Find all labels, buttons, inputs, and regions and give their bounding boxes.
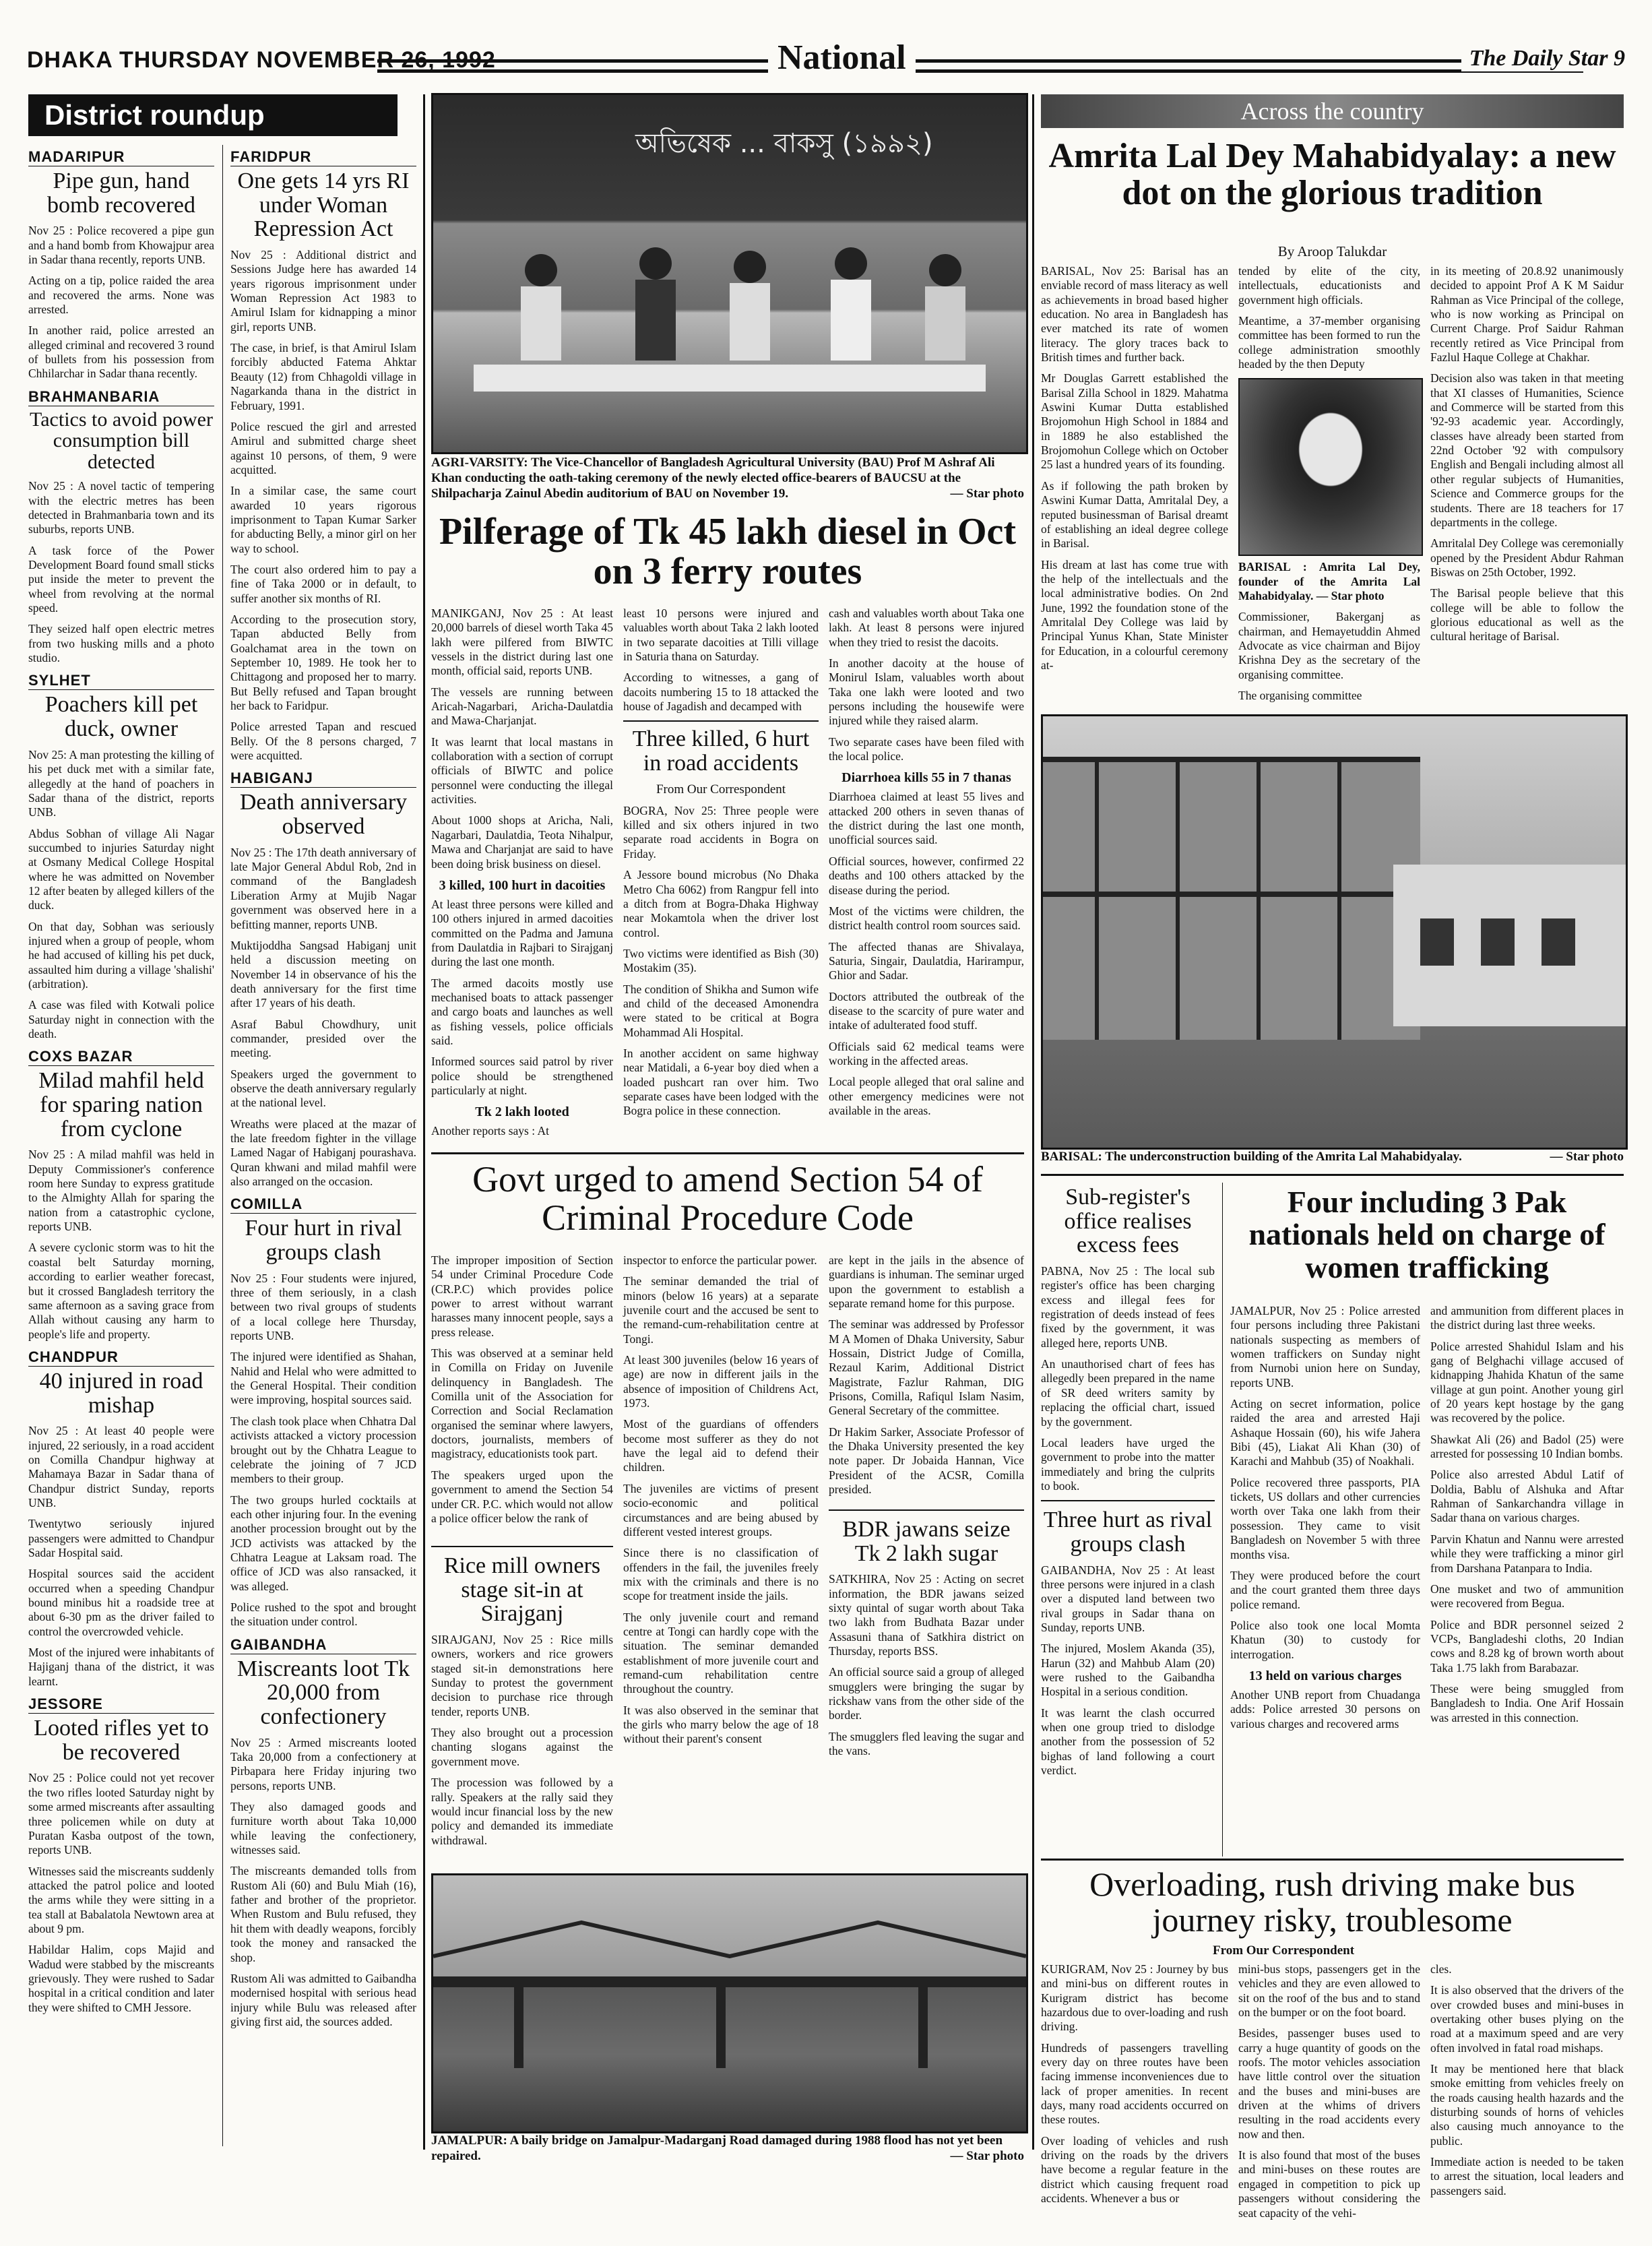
comilla-para: Nov 25 : Four students were injured, three of them seriously, in a clash between two rival groups of students of a local college here Thursday, reports UNB. (230, 1271, 416, 1343)
pilferage-para: It was learnt that local mastans in collaboration with a section of corrupt officials of BIWTC and police personnel were conducting the illegal activities. (431, 735, 613, 807)
gaibandha-headline: Miscreants loot Tk 20,000 from confectionery (236, 1656, 410, 1729)
pilferage-para: cash and valuables worth about Taka one lakh. At least 8 persons were injured when they tried to resist the dacoits. (829, 606, 1024, 649)
place-coxs-bazar: COXS BAZAR (28, 1048, 214, 1066)
story-rule (1041, 1500, 1215, 1501)
amrita-building-photo (1041, 714, 1628, 1150)
habiganj-para: Speakers urged the government to observe the death anniversary regularly at the national level. (230, 1067, 416, 1110)
pilferage-para: The vessels are running between Aricah-Nagarbari, Aricha-Daulatdia and Mawa-Charjanjat. (431, 685, 613, 728)
bus-para: cles. (1430, 1962, 1452, 1976)
comilla-headline: Four hurt in rival groups clash (245, 1216, 402, 1266)
chandpur-headline: 40 injured in road mishap (39, 1368, 203, 1418)
pak-para: Parvin Khatun and Nannu were arrested while they were trafficking a minor girl from Darshana Patanpara to India. (1430, 1532, 1624, 1575)
brahmanbaria-para: A task force of the Power Development Board found small sticks put inside the meter to prevent the wheel from revolving at the normal speed. (28, 543, 214, 615)
building-photo-caption (1041, 1150, 1624, 1165)
habiganj-para: Wreaths were placed at the mazar of the late freedom fighter in the village Lamed Nagar of Habiganj pourashava. Quran khwani and milad mahfil were also arranged on the occasion. (230, 1117, 416, 1188)
bus-para: It is also observed that the drivers of the over crowded buses and mini-buses in overtaking other buses plying on the road at a maximum speed and are very often involved in fatal road mishaps. (1430, 1983, 1624, 2055)
place-madaripur: MADARIPUR (28, 148, 214, 166)
jessore-para: Habildar Halim, cops Majid and Wadud were stabbed by the miscreants grievously. They were rushed to Sadar hospital in a critical condition and later they were shifted to CMH Jessore. (28, 1943, 214, 2014)
pak-column-2 (1430, 1304, 1624, 1857)
diarrhoea-para: Most of the victims were children, the district health control room sources said. (829, 904, 1024, 933)
amrita-para: The organising committee (1238, 689, 1362, 703)
pak-para: Another UNB report from Chuadanga adds: Police arrested 30 persons on various charges and recovered arms (1230, 1687, 1420, 1730)
govt-column-3 (829, 1253, 1024, 1509)
pak-para: Police and BDR personnel seized 2 VCPs, Bangladeshi cloths, 20 Indian cows and 8.28 kg of brown worth about Taka 1.75 lakh from Barabazar. (1430, 1617, 1624, 1675)
govt-para: Dr Hakim Sarker, Associate Professor of the Dhaka University presented the key note paper. Dr Jobaida Hannan, Vice President of the ACSR, Comilla presided. (829, 1425, 1024, 1497)
brahmanbaria-headline: Tactics to avoid power consumption bill detected (30, 408, 213, 473)
bdr-story (829, 1515, 1024, 1879)
looted-para: Another reports says : At (431, 1124, 549, 1138)
amrita-para: His dream at last has come true with the help of the intellectuals and the local administrative bodies. On 2nd June, 1992 the foundation stone of the Amritalal Dey College was laid by Principal Yunus Khan, State Minister for Education, in a colourful ceremony at- (1041, 557, 1228, 672)
faridpur-para: According to the prosecution story, Tapan abducted Belly from Goalchamat area in the town on September 10, 1989. He took her to Chittagong and proposed her to marry. But Belly refused and Tapan brought her back to Faridpur. (230, 612, 416, 713)
jamalpur-photo-caption (431, 2133, 1024, 2164)
amrita-para: tended by elite of the city, intellectuals, educationists and government high officials. (1238, 264, 1420, 307)
diarrhoea-para: Officials said 62 medical teams were working in the affected areas. (829, 1039, 1024, 1067)
habiganj-para: Nov 25 : The 17th death anniversary of late Major General Abdul Rob, 2nd in command of the Bangladesh Liberation Army at Mujib Nagar government was observed here in a befitting manner, reports UNB. (230, 845, 416, 931)
page-number: 9 (1614, 46, 1625, 71)
pak-para: Police arrested Shahidul Islam and his gang of Belghachi village accused of kidnapping Jhahida Khatun of the same village at gun point. Another young girl of 20 years kept hostage by the gang was recovered by the police. (1430, 1339, 1624, 1425)
faridpur-para: Nov 25 : Additional district and Sessions Judge here has awarded 14 years rigorous imprisonment under Woman Repression Act 1983 to Amirul Islam for kidnapping a minor girl, reports UNB. (230, 248, 416, 334)
comilla-para: Police rushed to the spot and brought the situation under control. (230, 1600, 416, 1629)
column-rule (1222, 1183, 1223, 1857)
masthead-rule (377, 59, 1583, 73)
building-caption-credit: — Star photo (1550, 1150, 1624, 1164)
looted-subhead: Tk 2 lakh looted (475, 1104, 569, 1120)
place-comilla: COMILLA (230, 1195, 416, 1214)
building-scene-image (1043, 716, 1626, 1148)
bogra-para: BOGRA, Nov 25: Three people were killed and six others injured in two separate road accidents in Bogra on Friday. (623, 803, 819, 861)
faridpur-para: In a similar case, the same court awarded 10 years rigorous imprisonment to Tapan Kumar Sarker for abducting Belly, a minor girl on her way to school. (230, 484, 416, 555)
habiganj-para: Asraf Babul Chowdhury, unit commander, presided over the meeting. (230, 1017, 416, 1060)
pilferage-para: MANIKGANJ, Nov 25 : At least 20,000 barrels of diesel worth Taka 45 lakh were pilfered from BIWTC vessels in the district during last one month, official said, reports UNB. (431, 606, 613, 678)
dacoities-para: The armed dacoits mostly use mechanised boats to attack passenger and cargo boats and launches as well as fishing vessels, police officials said. (431, 976, 613, 1047)
place-jessore: JESSORE (28, 1695, 214, 1714)
amrita-portrait-caption: BARISAL : Amrita Lal Dey, founder of the Amrita Lal Mahabidyalay. — Star photo (1238, 560, 1420, 603)
pak-para: JAMALPUR, Nov 25 : Police arrested four persons including three Pakistani nationals suspecting as members of women traffickers on Sunday night from Nurnobi union here on Sunday, reports UNB. (1230, 1304, 1420, 1390)
rival-headline: Three hurt as rival groups clash (1043, 1507, 1213, 1557)
brahmanbaria-para: Nov 25 : A novel tactic of tempering with the electric metres has been detected in Brahmanbaria town and its suburbs, reports UNB. (28, 479, 214, 536)
column-rule (423, 94, 425, 2150)
coxs-para: A severe cyclonic storm was to hit the coastal belt Saturday morning, according to earlier weather forecast, but it crossed Bangladesh territory the same afternoon as a saving grace from Allah without causing any harm to people's life and property. (28, 1241, 214, 1341)
pilferage-column-3 (829, 606, 1024, 1199)
bdr-para: The smugglers fled leaving the sugar and the vans. (829, 1729, 1024, 1758)
dacoities-para: Informed sources said patrol by river police should be strengthened particularly at night. (431, 1055, 613, 1097)
paper-name (1461, 46, 1625, 71)
chandpur-para: Nov 25 : At least 40 people were injured, 22 seriously, in a road accident on Comilla Chandpur highway at Mahamaya Bazar in Sadar thana of Chandpur district Sunday, reports UNB. (28, 1424, 214, 1509)
govt-para: It was also observed in the seminar that the girls who marry below the age of 18 without their parent's consent (623, 1703, 819, 1746)
brahmanbaria-para: They seized half open electric metres from two husking mills and a photo studio. (28, 622, 214, 665)
diarrhoea-subhead: Diarrhoea kills 55 in 7 thanas (841, 770, 1011, 786)
jamalpur-caption-credit: — Star photo (950, 2148, 1024, 2163)
pilferage-para: In another dacoity at the house of Monirul Islam, valuables worth about Taka one lakh were looted and two persons including the housewife were injured while they raised alarm. (829, 656, 1024, 728)
diarrhoea-para: The affected thanas are Shivalaya, Saturia, Singair, Daulatdia, Harirampur, Ghior and Sadar. (829, 939, 1024, 982)
amrita-para: Meantime, a 37-member organising committee has been formed to run the college administration smoothly headed by the then Deputy (1238, 314, 1420, 371)
govt-para: The seminar was addressed by Professor M A Momen of Dhaka University, Sabur Hossain, District Judge of Comilla, Rezaul Karim, Additional District Magistrate, Fazlur Rahman, DIG Prisons, Comilla, Rafiqul Islam Nasim, General Secretary of the committee. (829, 1317, 1024, 1418)
amrita-para: Decision also was taken in that meeting that XI classes of Humanities, Science and Commerce will be started from this '92-93 academic year. Accordingly, classes have already been started from 22nd October '92 with compulsory English and Bengali including almost all other regular subjects of Humanities, Science and Commerce groups for the students. There are 18 teachers for 17 departments in the college. (1430, 371, 1624, 529)
pak-para: They were produced before the court and the court granted them three days police remand. (1230, 1568, 1420, 1611)
habiganj-para: Muktijoddha Sangsad Habiganj unit held a discussion meeting on November 14 in observance of his the death anniversary for the first time after 17 years of his death. (230, 938, 416, 1010)
diarrhoea-para: Local people alleged that oral saline and other emergency medicines were not available in the areas. (829, 1075, 1024, 1117)
bdr-para: SATKHIRA, Nov 25 : Acting on secret information, the BDR jawans seized sixty quintal of sugar worth about Taka two lakh from Budhata Bazar under Assasuni thana of Satkhira district on Thursday, reports BSS. (829, 1572, 1024, 1658)
place-brahmanbaria: BRAHMANBARIA (28, 388, 214, 406)
district-column-2 (230, 142, 416, 2150)
bus-para: Besides, passenger buses used to carry a huge quantity of goods on the roofs. The motor vehicles association have little control over the situation and the buses and mini-buses are driven at the whims of drivers resulting in the road accidents every now and then. (1238, 2026, 1420, 2141)
amrita-para: Amritalal Dey College was ceremonially opened by the President Abdur Rahman Biswas on 25th October, 1992. (1430, 536, 1624, 579)
faridpur-para: Police arrested Tapan and rescued Belly. Of the 8 persons charged, 7 were acquitted. (230, 720, 416, 763)
column-rule (222, 145, 223, 2146)
coxs-headline: Milad mahfil held for sparing nation from cyclone (38, 1068, 204, 1142)
pilferage-headline: Pilferage of Tk 45 lakh diesel in Oct on 3 ferry routes (439, 511, 1017, 592)
arrests-subhead: 13 held on various charges (1248, 1668, 1402, 1683)
govt-para: This was observed at a seminar held in Comilla on Friday on Juvenile delinquency in Bangladesh. The Comilla unit of the Association for Correction and Social Reclamation organised the seminar where lawyers, doctors, journalists, members of magistracy, educationists took part. (431, 1346, 613, 1461)
place-habiganj: HABIGANJ (230, 770, 416, 788)
govt-para: The only juvenile court and remand centre at Tongi can hardly cope with the situation. The seminar demanded establishment of more juvenile court and remand-cum rehabilitation centre throughout the country. (623, 1610, 819, 1696)
pak-para: These were being smuggled from Bangladesh to India. One Arif Hossain was arrested in this connection. (1430, 1681, 1624, 1724)
bus-para: Over loading of vehicles and rush driving on the roads by the drivers have become a regular feature in the district which causing frequent road accidents. Whenever a bus or (1041, 2133, 1228, 2206)
madaripur-headline: Pipe gun, hand bomb recovered (47, 168, 195, 218)
chandpur-para: Twentytwo seriously injured passengers were admitted to Chandpur Sadar Hospital said. (28, 1517, 214, 1559)
comilla-para: The injured were identified as Shahan, Nahid and Helal who were admitted to the General Hospital. Their condition were improving, hospital sources said. (230, 1350, 416, 1407)
bridge-scene-image (433, 1875, 1026, 2131)
govt-column-1 (431, 1253, 613, 1543)
bdr-headline: BDR jawans seize Tk 2 lakh sugar (842, 1517, 1011, 1566)
place-sylhet: SYLHET (28, 672, 214, 690)
amrita-column-1 (1041, 264, 1228, 709)
bogra-headline: Three killed, 6 hurt in road accidents (632, 726, 810, 776)
pak-para: Police also arrested Abdul Latif of Doldia, Bablu of Alshuka and Aftar Rahman of Sankarchandra village in Sadar thana on various charges. (1430, 1468, 1624, 1525)
section-title: National (768, 38, 916, 77)
story-rule (623, 720, 819, 722)
bogra-para: In another accident on same highway near Matidali, a 6-year boy died when a loaded pushcart ran over him. Two separate cases have been lodged with the Bogra police in these connection. (623, 1046, 819, 1118)
gaibandha-para: Nov 25 : Armed miscreants looted Taka 20,000 from a confectionery at Pirbapara here Friday injuring two persons, reports UNB. (230, 1735, 416, 1792)
place-gaibandha: GAIBANDHA (230, 1636, 416, 1654)
govt-para: At least 300 juveniles (below 16 years of age) are now in different jails in the absence of imposition of Childrens Act, 1973. (623, 1353, 819, 1410)
rival-para: GAIBANDHA, Nov 25 : At least three persons were injured in a clash over a disputed land between two rival groups in Sadar thana on Sunday, reports UNB. (1041, 1563, 1215, 1634)
bus-para: Immediate action is needed to be taken to arrest the situation, local leaders and passengers said. (1430, 2155, 1624, 2197)
govt-para: The seminar demanded the trial of minors (below 16 years) at a separate juvenile court and the accused be sent to the remand-cum-rehabilitation centre at Tongi. (623, 1274, 819, 1346)
govt-headline: Govt urged to amend Section 54 of Criminal Procedure Code (472, 1159, 983, 1238)
bus-byline: From Our Correspondent (1213, 1943, 1355, 1958)
pak-para: Acting on secret information, police raided the area and arrested Haji Ashaque Hossain (60), his wife Jahera Bibi (45), Liakat Ali Khan (30) of Karachi and Mahbub (35) of Noakhali. (1230, 1397, 1420, 1468)
district-banner: District roundup (28, 94, 398, 136)
bus-column-1 (1041, 1962, 1228, 2206)
agri-photo-caption (431, 456, 1024, 501)
amrita-para: BARISAL, Nov 25: Barisal has an enviable record of mass literacy as well as achievements in broad based higher education. No area in Bangladesh has ever matched its rate of women literacy. The glory traces back to British times and further back. (1041, 264, 1228, 365)
amrita-portrait (1238, 378, 1423, 556)
bus-column-3 (1430, 1962, 1624, 2197)
paper-title: The Daily Star (1469, 46, 1608, 71)
dacoities-para: At least three persons were killed and 100 others injured in armed dacoities committed on the Padma and Jamuna from Daulatdia in Rajbari to Sirajganj during the last one month. (431, 897, 613, 969)
govt-para: inspector to enforce the particular power. (623, 1253, 817, 1267)
pak-column-1 (1230, 1304, 1420, 1857)
rice-para: The procession was followed by a rally. Speakers at the rally said they would incur financial loss by the new policy and demanded its immediate withdrawal. (431, 1776, 613, 1847)
bdr-para: An official source said a group of alleged smugglers were bringing the sugar by rickshaw vans from the other side of the border. (829, 1665, 1024, 1722)
amrita-column-2 (1238, 264, 1420, 709)
agri-caption-credit: — Star photo (950, 486, 1024, 501)
diarrhoea-para: Official sources, however, confirmed 22 deaths and 100 others attacked by the disease during the period. (829, 854, 1024, 897)
sylhet-para: Abdus Sobhan of village Ali Nagar succumbed to injuries Saturday night at Osmany Medical College Hospital where he was admitted on November 12 after beaten by alleged killers of the duck. (28, 826, 214, 912)
madaripur-para: Acting on a tip, police raided the area and recovered the arms. None was arrested. (28, 274, 214, 317)
bogra-para: Two victims were identified as Bish (30) Mostakim (35). (623, 946, 819, 975)
coxs-para: Nov 25 : A milad mahfil was held in Deputy Commissioner's conference room here Sunday to express gratitude to the Almighty Allah for sparing the nation from a catastrophic cyclone, reports UNB. (28, 1148, 214, 1234)
rice-para: They also brought out a procession chanting slogans against the government move. (431, 1726, 613, 1768)
section-rule (1041, 1174, 1624, 1176)
agri-varsity-photo (431, 93, 1028, 454)
bus-column-2 (1238, 1962, 1420, 2220)
govt-para: are kept in the jails in the absence of guardians is inhuman. The seminar urged upon the government to establish a separate remand home for this purpose. (829, 1253, 1024, 1311)
sylhet-para: Nov 25: A man protesting the killing of his pet duck met with a similar fate, allegedly at the hand of poachers in Sadar thana of the district, reports UNB. (28, 747, 214, 819)
pak-para: One musket and two of ammunition were recovered from Begua. (1430, 1582, 1624, 1611)
excess-headline: Sub-register's office realises excess fees (1064, 1185, 1192, 1258)
jessore-headline: Looted rifles yet to be recovered (34, 1716, 209, 1765)
govt-column-2 (623, 1253, 819, 1873)
pak-para: Shawkat Ali (26) and Badol (25) were arrested for possessing 10 Indian bombs. (1430, 1432, 1624, 1461)
chandpur-para: Hospital sources said the accident occurred when a speeding Chandpur bound minibus hit a roadside tree at about 6-30 pm as the driver failed to control the overcrowded vehicle. (28, 1567, 214, 1638)
sylhet-para: A case was filed with Kotwali police Saturday night in connection with the death. (28, 998, 214, 1040)
across-country-label: Across the country (1240, 98, 1424, 125)
rival-para: It was learnt the clash occurred when one group tried to dislodge another from the possession of 52 bighas of land following a court verdict. (1041, 1706, 1215, 1778)
govt-para: Most of the guardians of offenders become most sufferer as they do not have the legal aid to defend their children. (623, 1417, 819, 1474)
place-chandpur: CHANDPUR (28, 1348, 214, 1367)
pak-para: Police also took one local Momta Khatun (30) to custody for interrogation. (1230, 1618, 1420, 1661)
madaripur-para: In another raid, police arrested an alleged criminal and recovered 3 round of bullets from his possession from Chhilarchar in Sadar thana recently. (28, 323, 214, 381)
gaibandha-para: Rustom Ali was admitted to Gaibandha modernised hospital with serious head injury while Bulu was released after giving first aid, the sources added. (230, 1971, 416, 2028)
amrita-headline: Amrita Lal Dey Mahabidyalay: a new dot on the glorious tradition (1048, 137, 1616, 212)
excess-para: Local leaders have urged the government to probe into the matter immediately and bring the culprits to book. (1041, 1435, 1215, 1493)
pilferage-column-2 (623, 606, 819, 1199)
diarrhoea-para: Diarrhoea claimed at least 55 lives and attacked 200 others in seven thanas of the district during the last one month, unofficial sources said. (829, 790, 1024, 847)
gaibandha-para: They also damaged goods and furniture worth about Taka 10,000 while leaving the confectionery, witnesses said. (230, 1800, 416, 1857)
comilla-para: The two groups hurled cocktails at each other injuring four. In the evening another procession brought out by the JCD activists was attacked by the Chhatra League at Laksam road. The office of JCD was also ransacked, it was alleged. (230, 1493, 416, 1593)
faridpur-headline: One gets 14 yrs RI under Woman Repression Act (237, 168, 410, 242)
amrita-column-3 (1430, 264, 1624, 709)
ceremony-scene-image (433, 95, 1026, 452)
dacoities-subhead: 3 killed, 100 hurt in dacoities (439, 877, 606, 893)
banner-sign-text: অভিষেক ... বাকসু (১৯৯২) (635, 128, 933, 159)
govt-para: Since there is no classification of offenders in the fail, the juveniles freely mix with the criminals and there is no scope for treatment inside the jails. (623, 1546, 819, 1603)
excess-fees-story (1041, 1183, 1215, 1857)
jessore-para: Witnesses said the miscreants suddenly attacked the patrol police and looted the arms while they were sitting in a tea stall at Babalatola Newtown area at about 9 pm. (28, 1864, 214, 1935)
district-column-1 (28, 142, 214, 2150)
pilferage-para: About 1000 shops at Aricha, Nali, Nagarbari, Daulatdia, Teota Nihalpur, Mawa and Charjanjat are said to have been doing brisk business on diesel. (431, 813, 613, 871)
faridpur-para: The case, in brief, is that Amirul Islam forcibly abducted Fatema Ahktar Beauty (12) from Chhagoldi village in Nagarkanda thana in the district in February, 1991. (230, 341, 416, 412)
amrita-para: in its meeting of 20.8.92 unanimously decided to appoint Prof A K M Saidur Rahman as Vice Principal of the college, who is now working as Principal on Current Charge. Prof Saidur Rahman recently retired as Vice Principal from Fazlul Haque College at Chakhar. (1430, 264, 1624, 365)
dateline: DHAKA THURSDAY NOVEMBER 26, 1992 (27, 47, 496, 73)
bus-para: Hundreds of passengers travelling every day on three routes have been facing immense inconveniences due to lack of proper amenities. In recent days, many road accidents occurred on these routes. (1041, 2040, 1228, 2127)
pak-headline: Four including 3 Pak nationals held on charge of women trafficking (1248, 1185, 1606, 1284)
pak-para: Police recovered three passports, PIA tickets, US dollars and other currencies worth over Taka one lakh from their possession. They came to visit Bangladesh on November 5 with three months visa. (1230, 1475, 1420, 1561)
faridpur-para: The court also ordered him to pay a fine of Taka 2000 or in default, to suffer another six months of RI. (230, 562, 416, 605)
amrita-para: The Barisal people believe that this college will be able to follow the glorious educational as well as the cultural heritage of Barisal. (1430, 586, 1624, 644)
across-country-band (1041, 94, 1624, 128)
pak-para: and ammunition from different places in the district during last three weeks. (1430, 1304, 1624, 1332)
habiganj-headline: Death anniversary observed (239, 790, 408, 840)
rice-story (431, 1551, 613, 1875)
bus-para: KURIGRAM, Nov 25 : Journey by bus and mini-bus on different routes in Kurigram district has become hazardous due to over-loading and rush driving. (1041, 1962, 1228, 2034)
pilferage-para: According to witnesses, a gang of dacoits numbering 15 to 18 attacked the house of Jagadish and decamped with (623, 670, 819, 714)
bogra-byline: From Our Correspondent (656, 782, 786, 797)
section-rule (431, 1152, 1024, 1154)
bogra-para: A Jessore bound microbus (No Dhaka Metro Cha 6062) from Rangpur fell into a ditch from at Bogra-Dhaka Highway near Mokamtola when the driver lost control. (623, 868, 819, 939)
madaripur-para: Nov 25 : Police recovered a pipe gun and a hand bomb from Khowajpur area in Sadar thana recently, reports UNB. (28, 224, 214, 267)
excess-para: PABNA, Nov 25 : The local sub register's office has been charging excess and illegal fees for registration of deeds instead of fees fixed by the government, it was alleged here, reports UNB. (1041, 1264, 1215, 1350)
amrita-para: Mr Douglas Garrett established the Barisal Zilla School in 1829. Mahatma Aswini Kumar Dutta established Brojomohun High School in 1884 and in 1889 he also established the Brojomohun College which on October 25 last a hundred years of its founding. (1041, 371, 1228, 472)
faridpur-para: Police rescued the girl and arrested Amirul and submitted charge sheet against 10 persons, of them, 9 were acquitted. (230, 419, 416, 476)
govt-para: The speakers urged upon the government to amend the Section 54 under CR. P.C. which would not allow a police officer below the rank of (431, 1468, 613, 1525)
bus-para: It may be mentioned here that black smoke emitting from vehicles freely on the roads causing health hazards and the disturbing sounds of horns of vehicles also causing much annoyance to the public. (1430, 2062, 1624, 2148)
place-faridpur: FARIDPUR (230, 148, 416, 166)
sylhet-para: On that day, Sobhan was seriously injured when a group of people, whom he had accused of killing his pet duck, assaulted him during a village 'shalishi' (arbitration). (28, 919, 214, 991)
govt-para: The juveniles are victims of present socio-economic and political circumstances and are being abused by different vested interest groups. (623, 1481, 819, 1538)
sylhet-headline: Poachers kill pet duck, owner (44, 692, 198, 742)
gaibandha-para: The miscreants demanded tolls from Rustom Ali (60) and Bulu Miah (16), father and brother of the proprietor. When Rustom and Bulu refused, they hit them with deadly weapons, forcibly took the money and ransacked the shop. (230, 1864, 416, 1964)
bus-para: mini-bus stops, passengers get in the vehicles and they are even allowed to sit on the roof of the bus and to stand on the bumper or on the foot board. (1238, 1962, 1420, 2020)
section-rule (1041, 1859, 1624, 1861)
rival-para: The injured, Moslem Akanda (35), Harun (32) and Mahbub Alam (20) were rushed to the Gaibandha Hospital in a serious condition. (1041, 1642, 1215, 1699)
jamalpur-caption-text: JAMALPUR: A baily bridge on Jamalpur-Madarganj Road damaged during 1988 flood has not yet been repaired. (431, 2133, 1003, 2163)
bus-headline: Overloading, rush driving make bus journey risky, troublesome (1089, 1865, 1575, 1939)
bus-para: It is also found that most of the buses and mini-buses on these routes are engaged in competition to pick up passengers without considering the seat capacity of the vehi- (1238, 2148, 1420, 2220)
masthead (27, 35, 1625, 77)
excess-para: An unauthorised chart of fees has allegedly been prepared in the name of SR deed writers samity by replacing the official chart, issued by the government. (1041, 1357, 1215, 1429)
rice-headline: Rice mill owners stage sit-in at Sirajganj (443, 1553, 601, 1627)
amrita-para: As if following the path broken by Aswini Kumar Datta, Amritalal Dey, a reputed businessman of Barisal dreamt of establishing an ideal degree college in Barisal. (1041, 478, 1228, 551)
bogra-para: The condition of Shikha and Sumon wife and child of the deceased Amonendra were stated to be critical at Bogra Mohammad Ali Hospital. (623, 982, 819, 1039)
govt-para: The improper imposition of Section 54 under Criminal Procedure Code (CR.P.C) which provides police power to arrest without warrant harasses many innocent people, says a press release. (431, 1253, 613, 1339)
column-rule (1032, 94, 1034, 2150)
chandpur-para: Most of the injured were inhabitants of Hajiganj thana of the district, it was learnt. (28, 1646, 214, 1688)
amrita-para: Commissioner, Bakerganj as chairman, and Hemayetuddin Ahmed Advocate as vice chairman and Bijoy Krishna Dey as the secretary of the organising committee. (1238, 610, 1420, 681)
pilferage-para: Two separate cases have been filed with the local police. (829, 735, 1024, 763)
building-caption-text: BARISAL: The underconstruction building of the Amrita Lal Mahabidyalay. (1041, 1150, 1462, 1164)
agri-caption-text: AGRI-VARSITY: The Vice-Chancellor of Bangladesh Agricultural University (BAU) Prof M Ashraf Ali Khan conducting the oath-taking ceremony of the newly elected office-bearers of BAUCSU at the Shilpacharja Zainul Abedin auditorium of BAU on November 19. (431, 456, 995, 501)
amrita-byline: By Aroop Talukdar (1277, 243, 1387, 259)
comilla-para: The clash took place when Chhatra Dal activists attacked a victory procession brought out by the Chhatra League to celebrate the joining of 7 JCD members to their group. (230, 1414, 417, 1486)
jessore-para: Nov 25 : Police could not yet recover the two rifles looted Saturday night by some armed miscreants after assaulting three policemen while on duty at Puratan Kasba outpost of the town, reports UNB. (28, 1771, 214, 1857)
story-rule (431, 1546, 613, 1547)
pilferage-para: least 10 persons were injured and valuables worth about Taka 2 lakh looted in two separate dacoities at Tilli village in Saturia thana on Saturday. (623, 606, 819, 664)
pilferage-column-1 (431, 606, 613, 1199)
story-rule (829, 1509, 1024, 1511)
rice-para: SIRAJGANJ, Nov 25 : Rice mills owners, workers and rice growers staged sit-in demonstrations here Sunday to protest the government decision to purchase rice through tender, reports UNB. (431, 1633, 613, 1718)
jamalpur-bridge-photo (431, 1873, 1028, 2133)
diarrhoea-para: Doctors attributed the outbreak of the disease to the scarcity of pure water and intake of adulterated food stuff. (829, 989, 1024, 1032)
